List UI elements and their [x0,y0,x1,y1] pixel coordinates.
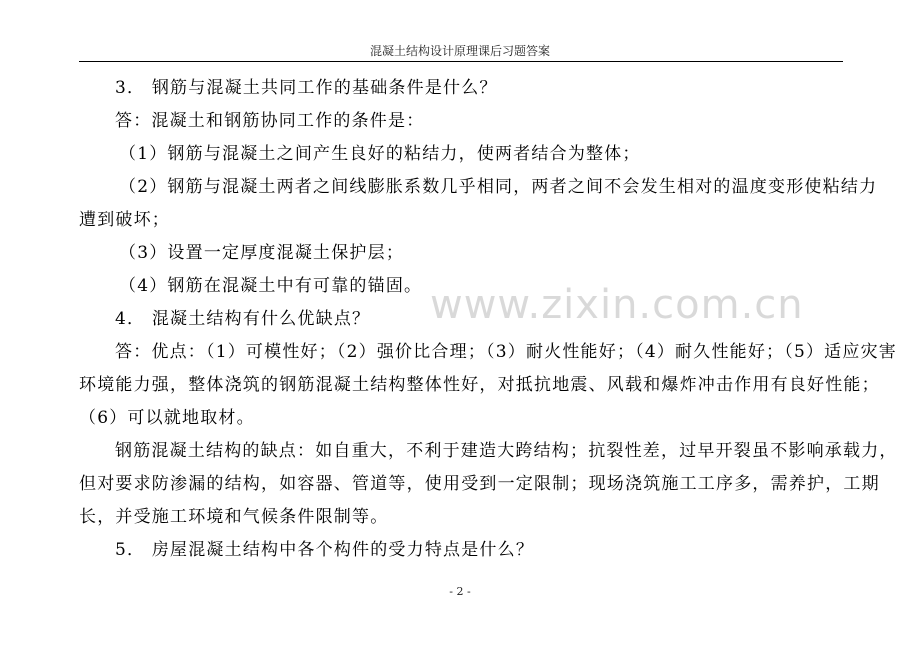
answer-4-line-5: 但对要求防渗漏的结构，如容器、管道等，使用受到一定限制；现场浇筑施工工序多，需养护，工期 [79,474,880,494]
answer-3-item-2-line-1: （2）钢筋与混凝土两者之间线膨胀系数几乎相同，两者之间不会发生相对的温度变形使粘结力 [119,177,878,197]
question-5: 5． 房屋混凝土结构中各个构件的受力特点是什么？ [115,540,535,560]
page-number: - 2 - [449,585,471,598]
answer-3-intro: 答：混凝土和钢筋协同工作的条件是： [115,111,425,131]
answer-4-line-4: 钢筋混凝土结构的缺点：如自重大，不利于建造大跨结构；抗裂性差，过早开裂虽不影响承载力， [115,441,898,461]
answer-4-line-2: 环境能力强，整体浇筑的钢筋混凝土结构整体性好，对抵抗地震、风载和爆炸冲击作用有良好性能； [79,375,880,395]
question-4: 4． 混凝土结构有什么优缺点？ [115,309,371,329]
answer-3-item-2-line-2: 遭到破坏； [79,210,170,230]
header-divider [79,61,843,62]
running-header: 混凝土结构设计原理课后习题答案 [369,44,550,58]
watermark-text: www.zixin.com.cn [430,282,804,328]
answer-4-line-1: 答：优点：（1）可模性好；（2）强价比合理；（3）耐火性能好；（4）耐久性能好；（5）适应灾害 [115,342,897,362]
answer-4-line-3: （6）可以就地取材。 [79,408,255,428]
question-3: 3． 钢筋与混凝土共同工作的基础条件是什么？ [115,78,498,98]
answer-3-item-4: （4）钢筋在混凝土中有可靠的锚固。 [119,276,423,296]
answer-3-item-1: （1）钢筋与混凝土之间产生良好的粘结力，使两者结合为整体； [119,144,641,164]
document-body [79,72,898,567]
answer-4-line-6: 长，并受施工环境和气候条件限制等。 [79,507,389,527]
answer-3-item-3: （3）设置一定厚度混凝土保护层； [119,243,405,263]
